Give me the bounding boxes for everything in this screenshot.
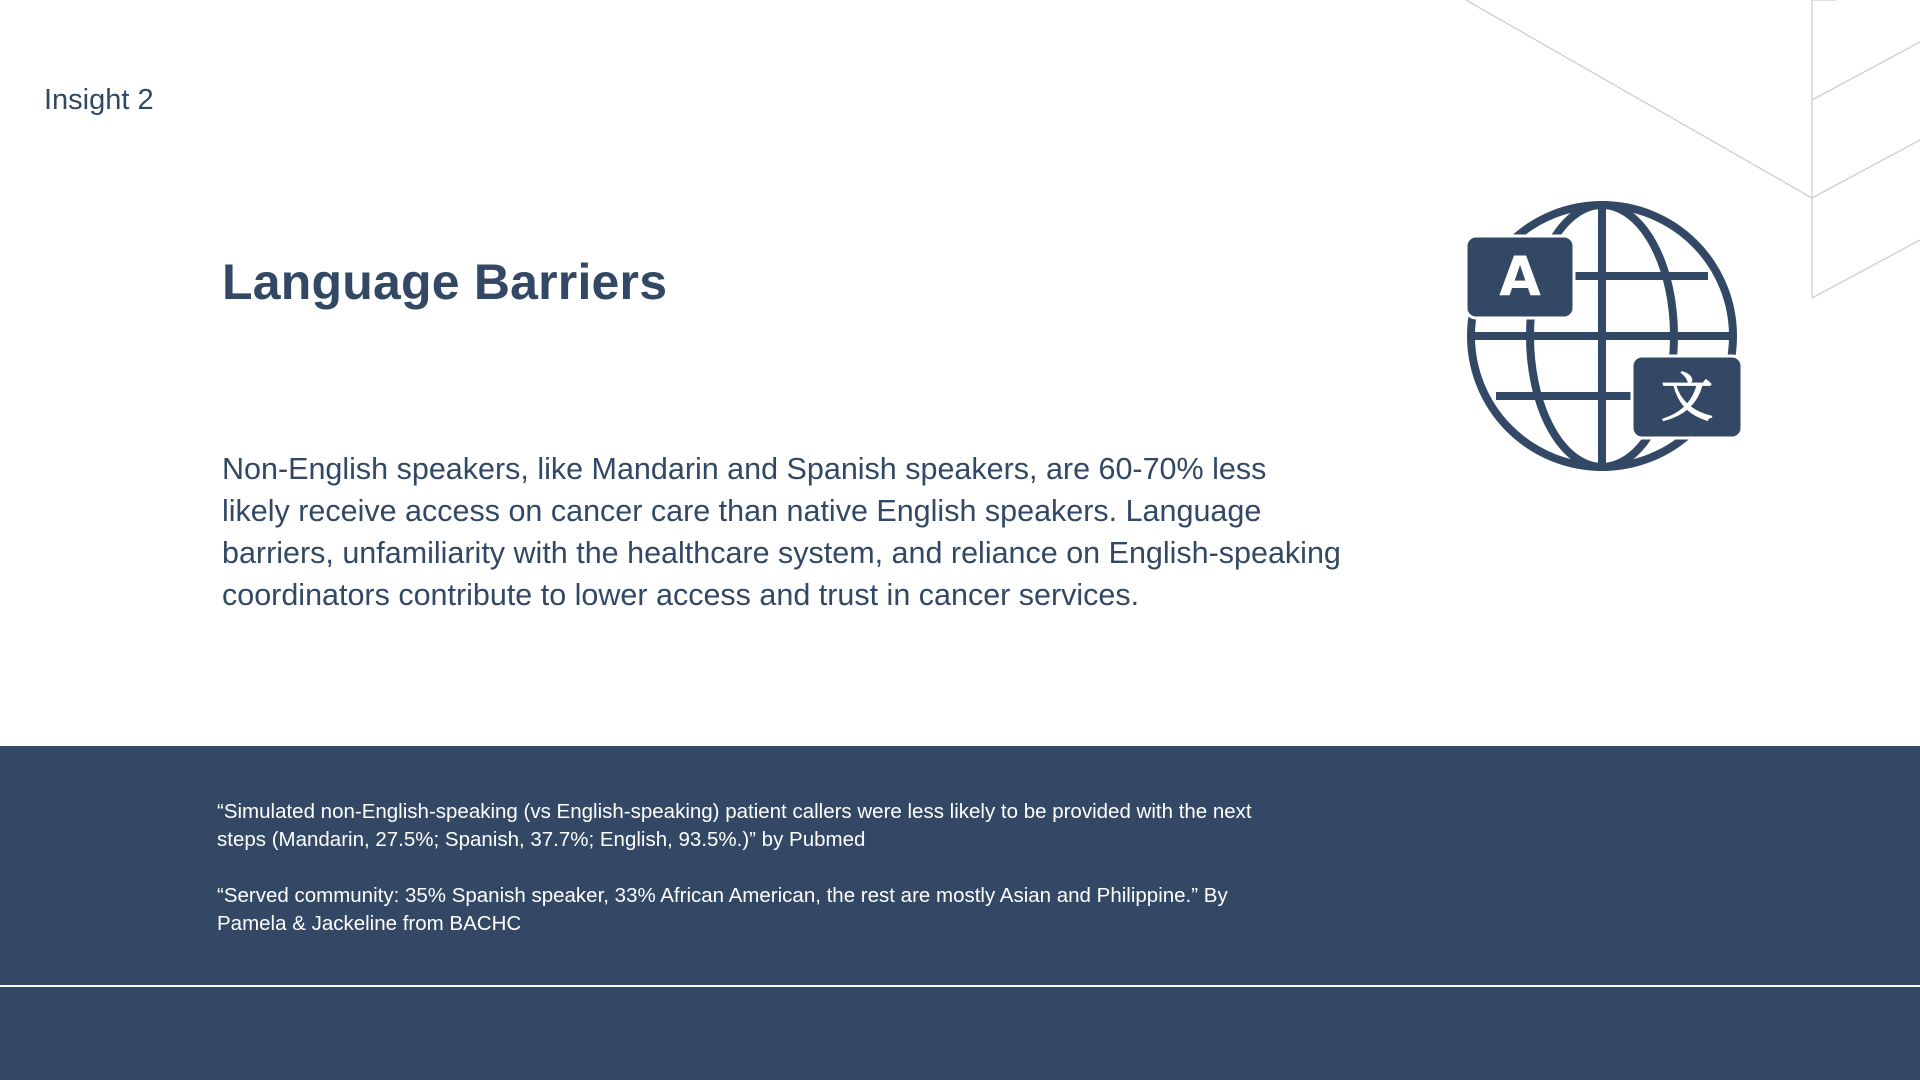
divider-line — [0, 985, 1920, 987]
globe-translate-icon — [1460, 196, 1750, 486]
chinese-character-icon: 文 — [1660, 369, 1714, 429]
insight-body: Non-English speakers, like Mandarin and Spanish speakers, are 60-70% less likely receive access on cancer care than native English speakers. Language barriers, unfamiliarity with the healthcare system, and reliance on English-speaking coordinators contribute to lower access and trust in cancer services. — [222, 452, 1341, 612]
slide-title: Language Barriers — [222, 254, 668, 310]
letter-a-icon: A — [1499, 245, 1541, 308]
quote-pubmed: “Simulated non-English-speaking (vs English-speaking) patient callers were less likely to be provided with the next steps (Mandarin, 27.5%; Spanish, 37.7%; English, 93.5%.)” by Pubmed — [217, 800, 1252, 851]
quote-bachc: “Served community: 35% Spanish speaker, 33% African American, the rest are mostly Asian and Philippine.” By Pamela & Jackeline from BACHC — [217, 884, 1228, 935]
insight-label: Insight 2 — [44, 84, 154, 116]
